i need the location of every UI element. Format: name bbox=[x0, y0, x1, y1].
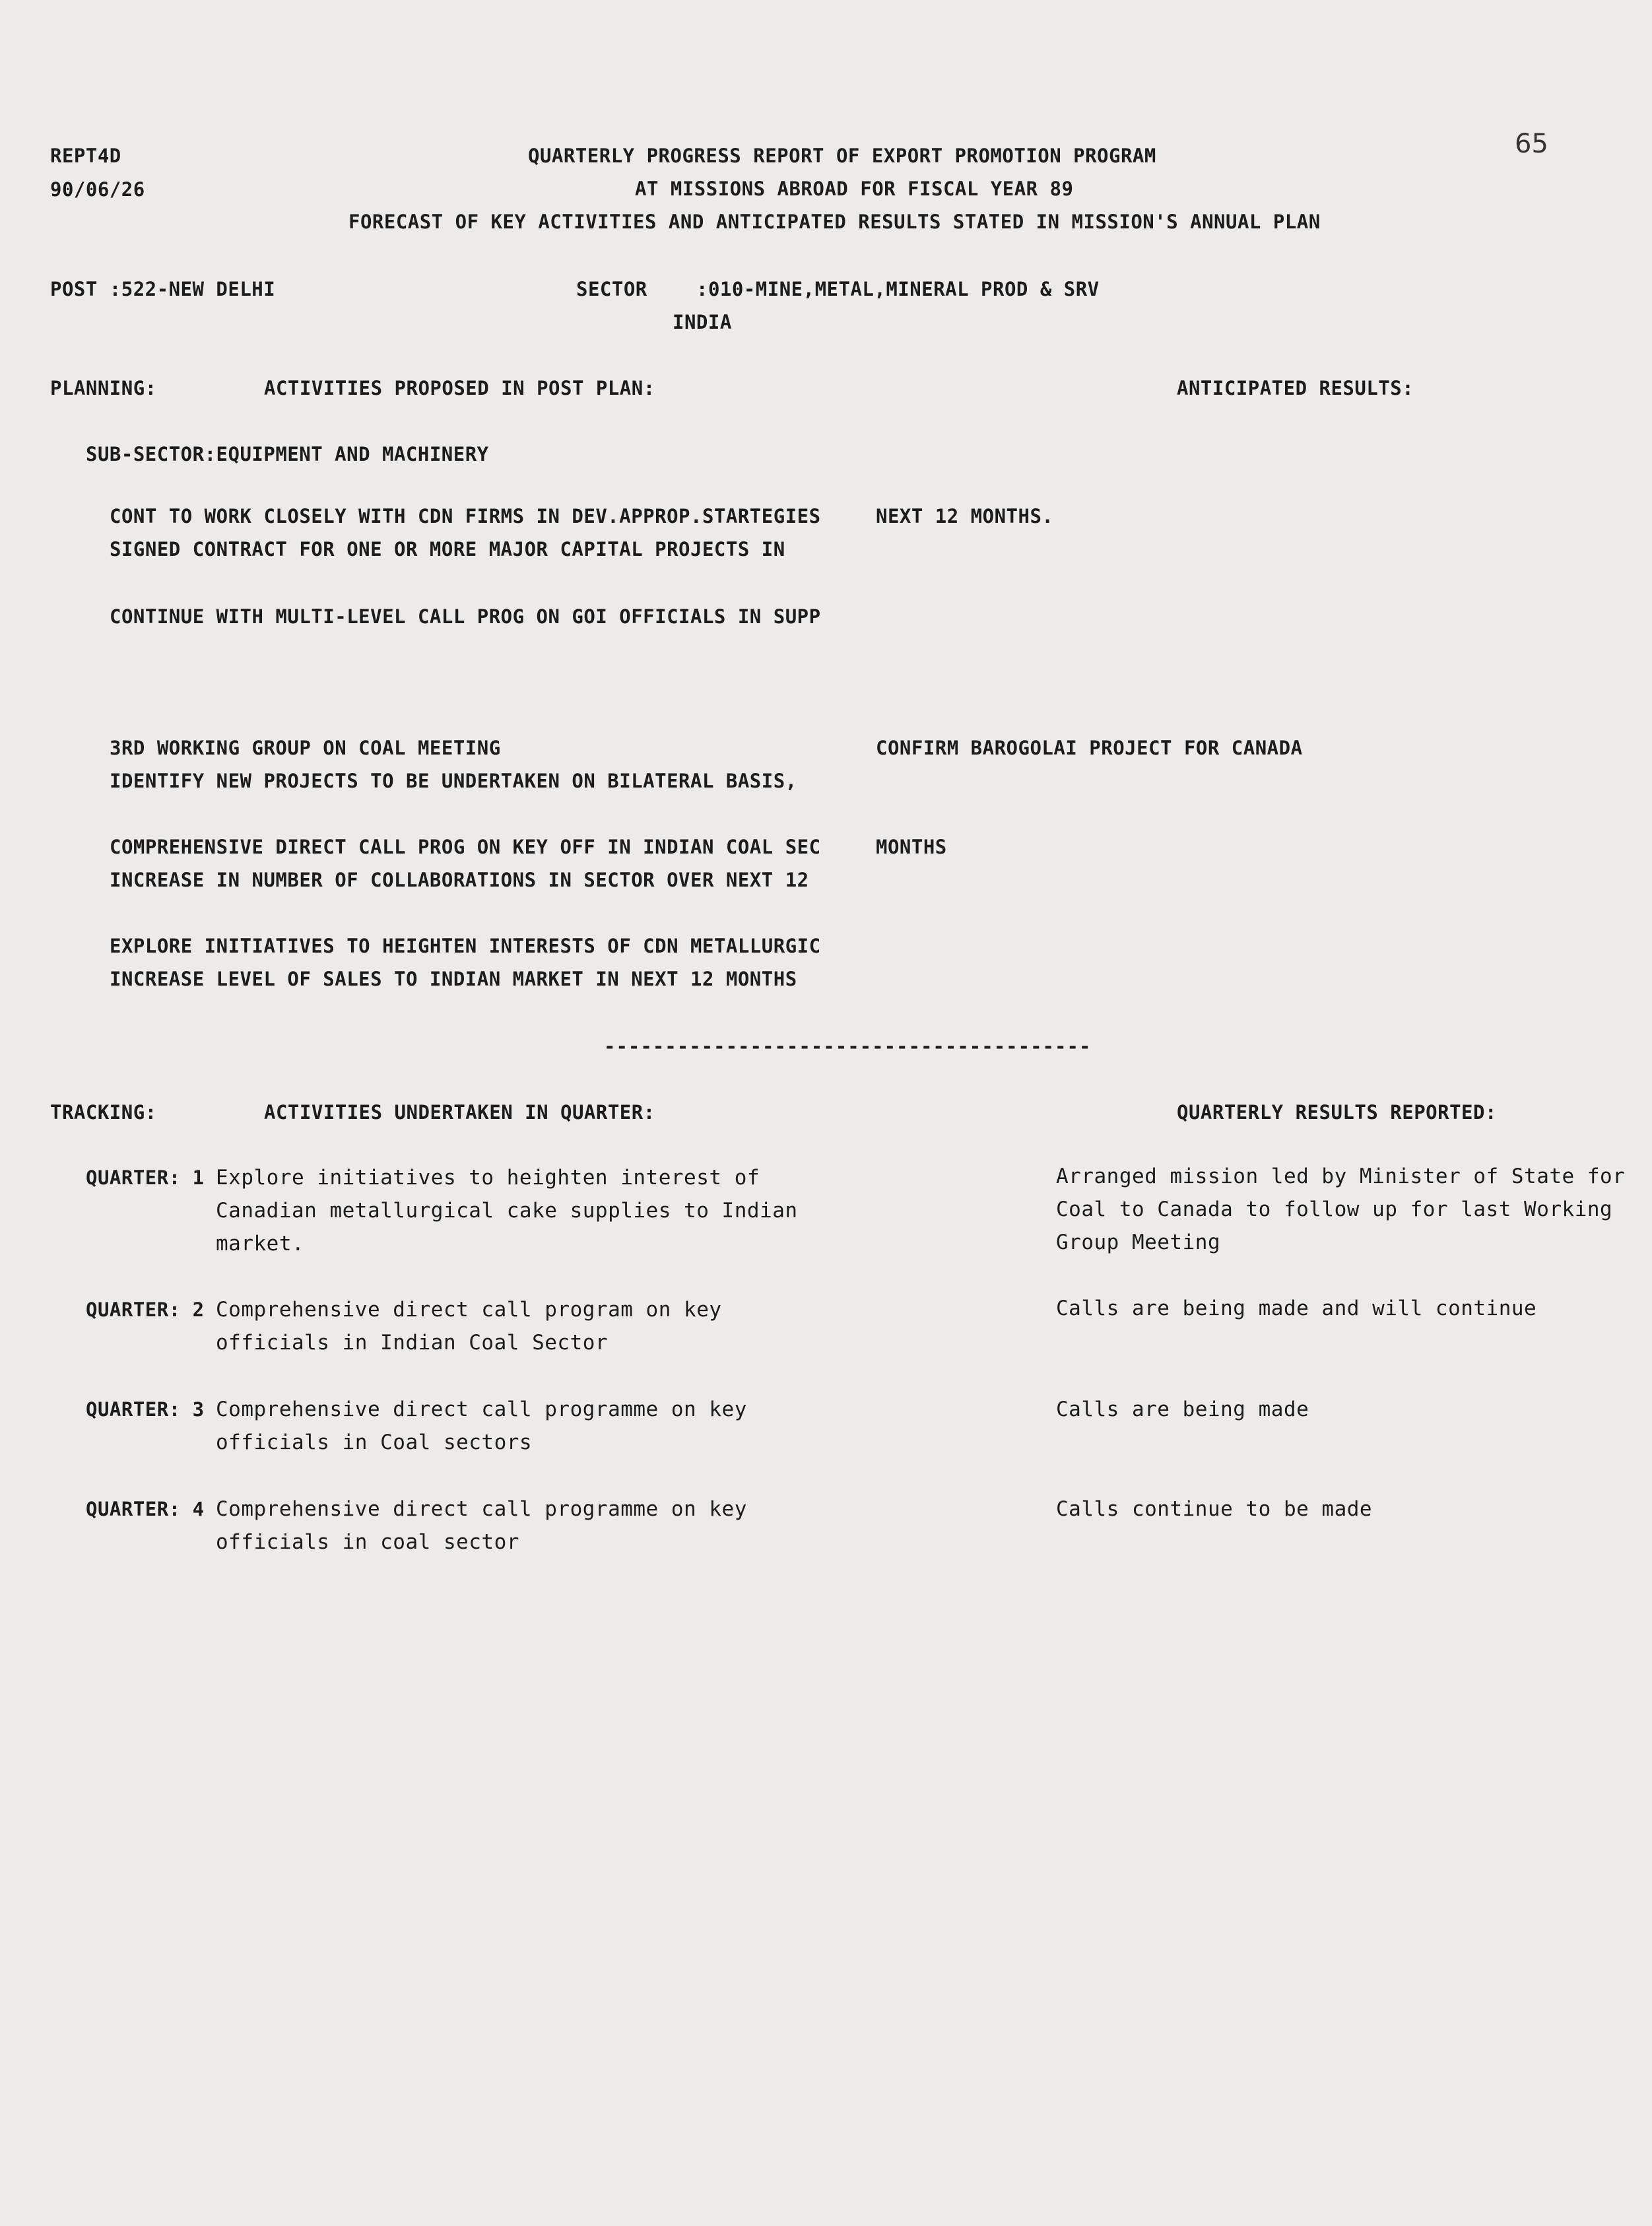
planning-result-line: CONFIRM BAROGOLAI PROJECT FOR CANADA bbox=[876, 737, 1303, 759]
tracking-activities-heading: ACTIVITIES UNDERTAKEN IN QUARTER: bbox=[264, 1101, 655, 1124]
sub-sector: SUB-SECTOR:EQUIPMENT AND MACHINERY bbox=[86, 443, 489, 465]
quarter-label: QUARTER: 4 bbox=[86, 1498, 205, 1520]
planning-activity-line: INCREASE IN NUMBER OF COLLABORATIONS IN SECTOR OVER NEXT 12 bbox=[110, 869, 809, 891]
quarter-label: QUARTER: 1 bbox=[86, 1166, 205, 1189]
quarter-label: QUARTER: 3 bbox=[86, 1398, 205, 1421]
sector-label: SECTOR bbox=[576, 278, 647, 300]
planning-activity-line: IDENTIFY NEW PROJECTS TO BE UNDERTAKEN ON BILATERAL BASIS, bbox=[110, 770, 797, 792]
quarter-result-line: Calls are being made bbox=[1056, 1398, 1309, 1421]
quarter-result-line: Calls continue to be made bbox=[1056, 1497, 1373, 1521]
quarter-activity-line: Comprehensive direct call programme on key bbox=[216, 1497, 747, 1521]
quarter-result-line: Coal to Canada to follow up for last Working bbox=[1056, 1197, 1613, 1221]
country: INDIA bbox=[673, 311, 732, 333]
planning-label: PLANNING: bbox=[50, 377, 157, 399]
page-number: 65 bbox=[1515, 129, 1548, 159]
post-label: POST :522-NEW DELHI bbox=[50, 278, 276, 300]
planning-activity-line: 3RD WORKING GROUP ON COAL MEETING bbox=[110, 737, 501, 759]
quarter-activity-line: Comprehensive direct call programme on key bbox=[216, 1398, 747, 1421]
tracking-label: TRACKING: bbox=[50, 1101, 157, 1124]
quarter-activity-line: Canadian metallurgical cake supplies to Indian bbox=[216, 1199, 798, 1223]
report-title-line-3: FORECAST OF KEY ACTIVITIES AND ANTICIPATED RESULTS STATED IN MISSION'S ANNUAL PLAN bbox=[348, 211, 1321, 233]
quarter-label: QUARTER: 2 bbox=[86, 1298, 205, 1321]
planning-activity-line: CONTINUE WITH MULTI-LEVEL CALL PROG ON GOI OFFICIALS IN SUPP bbox=[110, 605, 821, 628]
planning-result-line: NEXT 12 MONTHS. bbox=[876, 505, 1054, 527]
planning-activity-line: EXPLORE INITIATIVES TO HEIGHTEN INTERESTS OF CDN METALLURGIC bbox=[110, 935, 821, 957]
sector-value: :010-MINE,METAL,MINERAL PROD & SRV bbox=[696, 278, 1100, 300]
quarter-activity-line: officials in Indian Coal Sector bbox=[216, 1331, 609, 1355]
quarter-result-line: Arranged mission led by Minister of State for bbox=[1056, 1164, 1626, 1188]
quarter-result-line: Calls are being made and will continue bbox=[1056, 1297, 1537, 1320]
quarter-activity-line: Explore initiatives to heighten interest of bbox=[216, 1166, 760, 1190]
planning-result-line: MONTHS bbox=[876, 836, 947, 858]
planning-activity-line: COMPREHENSIVE DIRECT CALL PROG ON KEY OFF IN INDIAN COAL SEC bbox=[110, 836, 821, 858]
planning-activity-line: INCREASE LEVEL OF SALES TO INDIAN MARKET IN NEXT 12 MONTHS bbox=[110, 968, 797, 990]
report-id: REPT4D bbox=[50, 145, 121, 167]
quarter-activity-line: market. bbox=[216, 1232, 305, 1256]
planning-activity-line: CONT TO WORK CLOSELY WITH CDN FIRMS IN DEV.APPROP.STARTEGIES bbox=[110, 505, 821, 527]
quarter-activity-line: Comprehensive direct call program on key bbox=[216, 1298, 722, 1322]
tracking-results-heading: QUARTERLY RESULTS REPORTED: bbox=[1177, 1101, 1497, 1124]
planning-results-heading: ANTICIPATED RESULTS: bbox=[1177, 377, 1414, 399]
quarter-result-line: Group Meeting bbox=[1056, 1231, 1221, 1254]
quarter-activity-line: officials in coal sector bbox=[216, 1530, 519, 1554]
planning-activity-line: SIGNED CONTRACT FOR ONE OR MORE MAJOR CAPITAL PROJECTS IN bbox=[110, 538, 785, 560]
report-title-line-2: AT MISSIONS ABROAD FOR FISCAL YEAR 89 bbox=[635, 178, 1074, 200]
report-date: 90/06/26 bbox=[50, 178, 145, 201]
planning-activities-heading: ACTIVITIES PROPOSED IN POST PLAN: bbox=[264, 377, 655, 399]
report-title-line-1: QUARTERLY PROGRESS REPORT OF EXPORT PROMOTION PROGRAM bbox=[528, 145, 1156, 167]
section-separator: ---------------------------------------- bbox=[604, 1035, 1092, 1058]
quarter-activity-line: officials in Coal sectors bbox=[216, 1431, 533, 1454]
